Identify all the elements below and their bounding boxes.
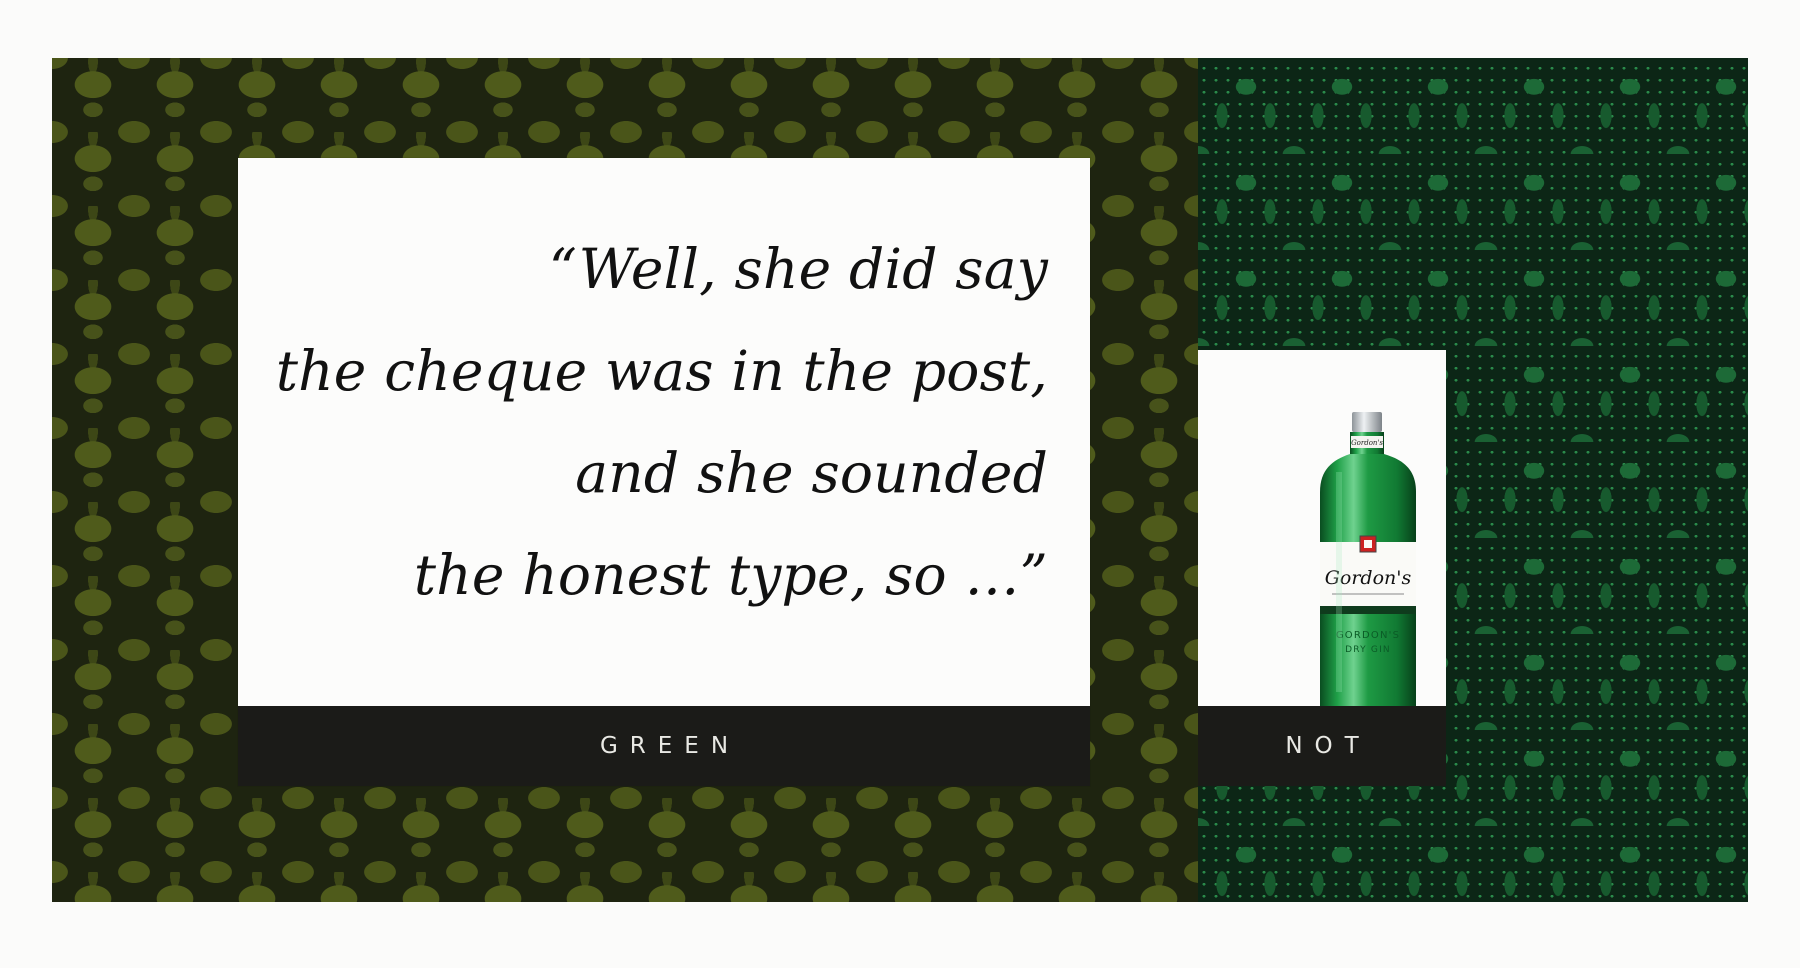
quote-card <box>238 158 1090 786</box>
quote-line: and she sounded <box>575 441 1048 505</box>
not-label: NOT <box>1285 733 1371 759</box>
bottle-embossed-line: GORDON'S <box>1335 630 1401 641</box>
bottle-embossed-line: DRY GIN <box>1345 645 1391 655</box>
not-label-bar <box>1198 706 1446 786</box>
product-card <box>1198 350 1446 786</box>
neck-label-text: Gordon's <box>1351 439 1383 447</box>
quote-line: the cheque was in the post, <box>275 339 1048 403</box>
quote-line: the honest type, so …” <box>413 543 1048 607</box>
gin-bottle-icon <box>1312 412 1424 706</box>
green-label: GREEN <box>599 733 741 759</box>
quote-text <box>268 218 1048 626</box>
green-label-bar <box>238 706 1090 786</box>
quote-line: “Well, she did say <box>548 237 1048 301</box>
bottle-brand-text: Gordon's <box>1324 567 1412 589</box>
